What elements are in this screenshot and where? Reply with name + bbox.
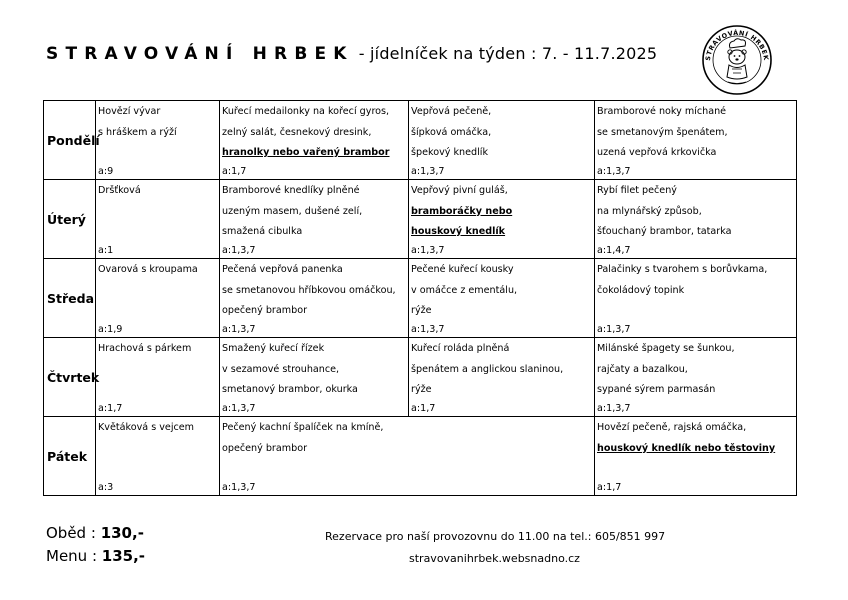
meal-cell <box>409 259 595 338</box>
meal-line: šípková omáčka, <box>411 126 492 138</box>
meal-line: špekový knedlík <box>411 147 488 158</box>
meal-line: uzená vepřová krkovička <box>597 147 717 158</box>
allergen-codes: a:3 <box>98 482 114 493</box>
meal-cell <box>220 101 409 180</box>
day-row <box>44 338 797 417</box>
reservation-note: Rezervace pro naší provozovnu do 11.00 na tel.: 605/851 997 <box>325 530 666 543</box>
allergen-codes: a:1,7 <box>98 403 123 414</box>
meal-line: Dršťková <box>98 185 141 196</box>
lunch-price <box>46 524 144 542</box>
meal-line: smažená cibulka <box>222 226 303 237</box>
meal-cell <box>96 338 220 417</box>
meal-line: v sezamové strouhance, <box>222 363 340 375</box>
meal-line: bramboráčky nebo <box>411 205 513 217</box>
menu-price <box>46 547 145 565</box>
meal-cell <box>96 180 220 259</box>
meal-line: v omáčce z ementálu, <box>411 284 518 296</box>
meal-cell <box>220 180 409 259</box>
meal-line: Kuřecí roláda plněná <box>411 343 510 354</box>
allergen-codes: a:1,3,7 <box>411 324 445 335</box>
allergen-codes: a:1,3,7 <box>222 324 256 335</box>
logo-text: STRAVOVÁNÍ HRBEK <box>703 28 771 62</box>
day-name: Pondělí <box>44 101 96 180</box>
meal-line: uzeným masem, dušené zelí, <box>222 205 363 217</box>
meal-line: houskový knedlík nebo těstoviny <box>597 442 776 454</box>
meal-line: šťouchaný brambor, tatarka <box>597 226 732 237</box>
meal-line: čokoládový topink <box>597 284 685 296</box>
meal-line: se smetanovou hříbkovou omáčkou, <box>222 284 396 296</box>
meal-cell <box>409 101 595 180</box>
day-name: Pátek <box>44 417 96 496</box>
meal-cell <box>595 338 797 417</box>
weekly-menu-table <box>43 100 797 496</box>
allergen-codes: a:1,3,7 <box>222 403 256 414</box>
day-row <box>44 101 797 180</box>
allergen-codes: a:1 <box>98 245 114 256</box>
page-title <box>46 44 657 68</box>
allergen-codes: a:1,3,7 <box>597 403 631 414</box>
day-row <box>44 180 797 259</box>
meal-line: se smetanovým špenátem, <box>597 126 728 138</box>
day-row <box>44 417 797 496</box>
meal-line: Pečené kuřecí kousky <box>411 264 514 275</box>
menu-price-value: 135,- <box>101 547 146 565</box>
lunch-price-value: 130,- <box>100 524 144 542</box>
day-name: Úterý <box>44 180 96 259</box>
meal-line: Milánské špagety se šunkou, <box>597 343 735 354</box>
allergen-codes: a:1,7 <box>222 166 247 177</box>
meal-line: Ovarová s kroupama <box>98 264 198 275</box>
meal-cell <box>220 417 595 496</box>
allergen-codes: a:9 <box>98 166 114 177</box>
allergen-codes: a:1,3,7 <box>597 166 631 177</box>
meal-line: Hrachová s párkem <box>98 343 192 354</box>
meal-line: opečený brambor <box>222 305 308 316</box>
meal-line: s hráškem a rýží <box>98 126 177 138</box>
meal-line: Pečený kachní špalíček na kmíně, <box>222 422 384 433</box>
meal-cell <box>96 417 220 496</box>
allergen-codes: a:1,7 <box>597 482 622 493</box>
menu-price-label: Menu : <box>46 547 98 565</box>
meal-line: rajčaty a bazalkou, <box>597 363 688 375</box>
meal-line: Hovězí vývar <box>98 106 161 117</box>
meal-line: Květáková s vejcem <box>98 422 195 433</box>
meal-cell <box>96 101 220 180</box>
meal-line: Kuřecí medailonky na kořecí gyros, <box>222 106 390 117</box>
lunch-price-label: Oběd : <box>46 524 96 542</box>
meal-line: Rybí filet pečený <box>597 185 677 196</box>
meal-line: rýže <box>411 305 432 316</box>
meal-line: hranolky nebo vařený brambor <box>222 147 390 158</box>
allergen-codes: a:1,9 <box>98 324 123 335</box>
day-name: Čtvrtek <box>44 338 96 417</box>
allergen-codes: a:1,3,7 <box>411 166 445 177</box>
meal-cell <box>595 101 797 180</box>
meal-cell <box>409 338 595 417</box>
meal-cell <box>96 259 220 338</box>
meal-line: Hovězí pečeně, rajská omáčka, <box>597 422 747 433</box>
meal-cell <box>595 417 797 496</box>
meal-line: sypané sýrem parmasán <box>597 384 716 395</box>
meal-line: Vepřový pivní guláš, <box>411 185 508 196</box>
meal-line: Bramborové knedlíky plněné <box>222 185 360 196</box>
allergen-codes: a:1,3,7 <box>222 245 256 256</box>
day-row <box>44 259 797 338</box>
meal-cell <box>595 259 797 338</box>
brand-name: STRAVOVÁNÍ HRBEK <box>46 44 354 64</box>
allergen-codes: a:1,7 <box>411 403 436 414</box>
meal-line: opečený brambor <box>222 442 308 454</box>
meal-line: špenátem a anglickou slaninou, <box>411 363 564 375</box>
day-name: Středa <box>44 259 96 338</box>
meal-line: Palačinky s tvarohem s borůvkama, <box>597 264 768 275</box>
meal-line: rýže <box>411 384 432 395</box>
allergen-codes: a:1,3,7 <box>222 482 256 493</box>
allergen-codes: a:1,4,7 <box>597 245 631 256</box>
website-url: stravovanihrbek.websnadno.cz <box>409 552 580 565</box>
company-logo-seal <box>701 24 773 96</box>
meal-cell <box>595 180 797 259</box>
meal-line: smetanový brambor, okurka <box>222 384 358 395</box>
meal-line: Smažený kuřecí řízek <box>222 343 325 354</box>
meal-line: na mlynářský způsob, <box>597 205 702 217</box>
meal-line: zelný salát, česnekový dresink, <box>222 126 372 138</box>
allergen-codes: a:1,3,7 <box>597 324 631 335</box>
svg-text:STRAVOVÁNÍ HRBEK <box>704 28 770 62</box>
meal-cell <box>220 338 409 417</box>
meal-line: Bramborové noky míchané <box>597 106 727 117</box>
menu-subtitle: - jídelníček na týden : 7. - 11.7.2025 <box>358 44 658 63</box>
meal-cell <box>220 259 409 338</box>
meal-line: houskový knedlík <box>411 226 506 237</box>
meal-cell <box>409 180 595 259</box>
allergen-codes: a:1,3,7 <box>411 245 445 256</box>
meal-line: Pečená vepřová panenka <box>222 264 343 275</box>
meal-line: Vepřová pečeně, <box>411 106 492 117</box>
